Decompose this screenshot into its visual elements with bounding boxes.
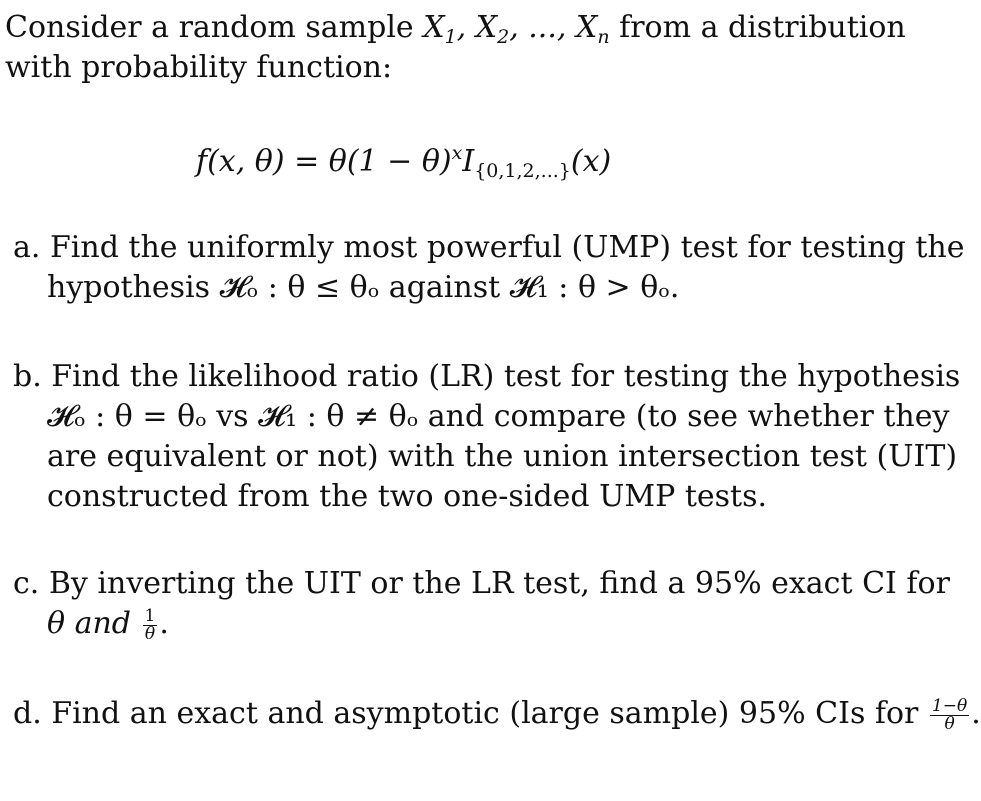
formula-exponent: x — [451, 142, 463, 164]
intro-line-2: with probability function: — [5, 50, 393, 85]
fraction-numerator: 1 — [144, 605, 156, 626]
part-c-line-2 — [47, 604, 169, 644]
part-d-line-1 — [13, 694, 981, 734]
sample-vars: $X_1$, $X_2$, ..., $X_n$ — [423, 10, 610, 48]
formula-support: {0,1,2,...} — [474, 160, 571, 182]
part-c-period: . — [159, 606, 169, 641]
formula-indicator: I — [462, 144, 475, 179]
formula-argument: (x) — [570, 144, 612, 179]
part-c-line-1: c. By inverting the UIT or the LR test, find a 95% exact CI for — [13, 566, 950, 601]
fraction-odds — [930, 695, 969, 734]
part-a-line-2: hypothesis 𝓗ₒ : θ ≤ θₒ against 𝓗₁ : θ > θₒ. — [47, 270, 680, 305]
fraction-denominator: θ — [944, 713, 955, 734]
part-c-text: θ and — [47, 606, 141, 641]
fraction-denominator: θ — [144, 623, 156, 644]
part-b-line-3: are equivalent or not) with the union intersection test (UIT) — [47, 439, 958, 474]
fraction-numerator: 1−θ — [931, 695, 968, 716]
intro-line-1 — [5, 8, 906, 48]
part-d-period: . — [971, 696, 981, 731]
part-b-line-2: 𝓗ₒ : θ = θₒ vs 𝓗₁ : θ ≠ θₒ and compare (to see whether they — [47, 399, 950, 434]
part-a-line-1: a. Find the uniformly most powerful (UMP) test for testing the — [13, 230, 965, 265]
part-d-text: d. Find an exact and asymptotic (large sample) 95% CIs for — [13, 696, 928, 731]
part-b-line-4: constructed from the two one-sided UMP tests. — [47, 479, 768, 514]
pmf-formula — [196, 142, 611, 182]
intro-text-post: from a distribution — [609, 10, 906, 45]
part-b-line-1: b. Find the likelihood ratio (LR) test for testing the hypothesis — [13, 359, 961, 394]
intro-text: Consider a random sample — [5, 10, 424, 45]
fraction-one-over-theta — [143, 605, 158, 644]
formula-lhs: f(x, θ) = θ(1 − θ) — [196, 144, 452, 179]
